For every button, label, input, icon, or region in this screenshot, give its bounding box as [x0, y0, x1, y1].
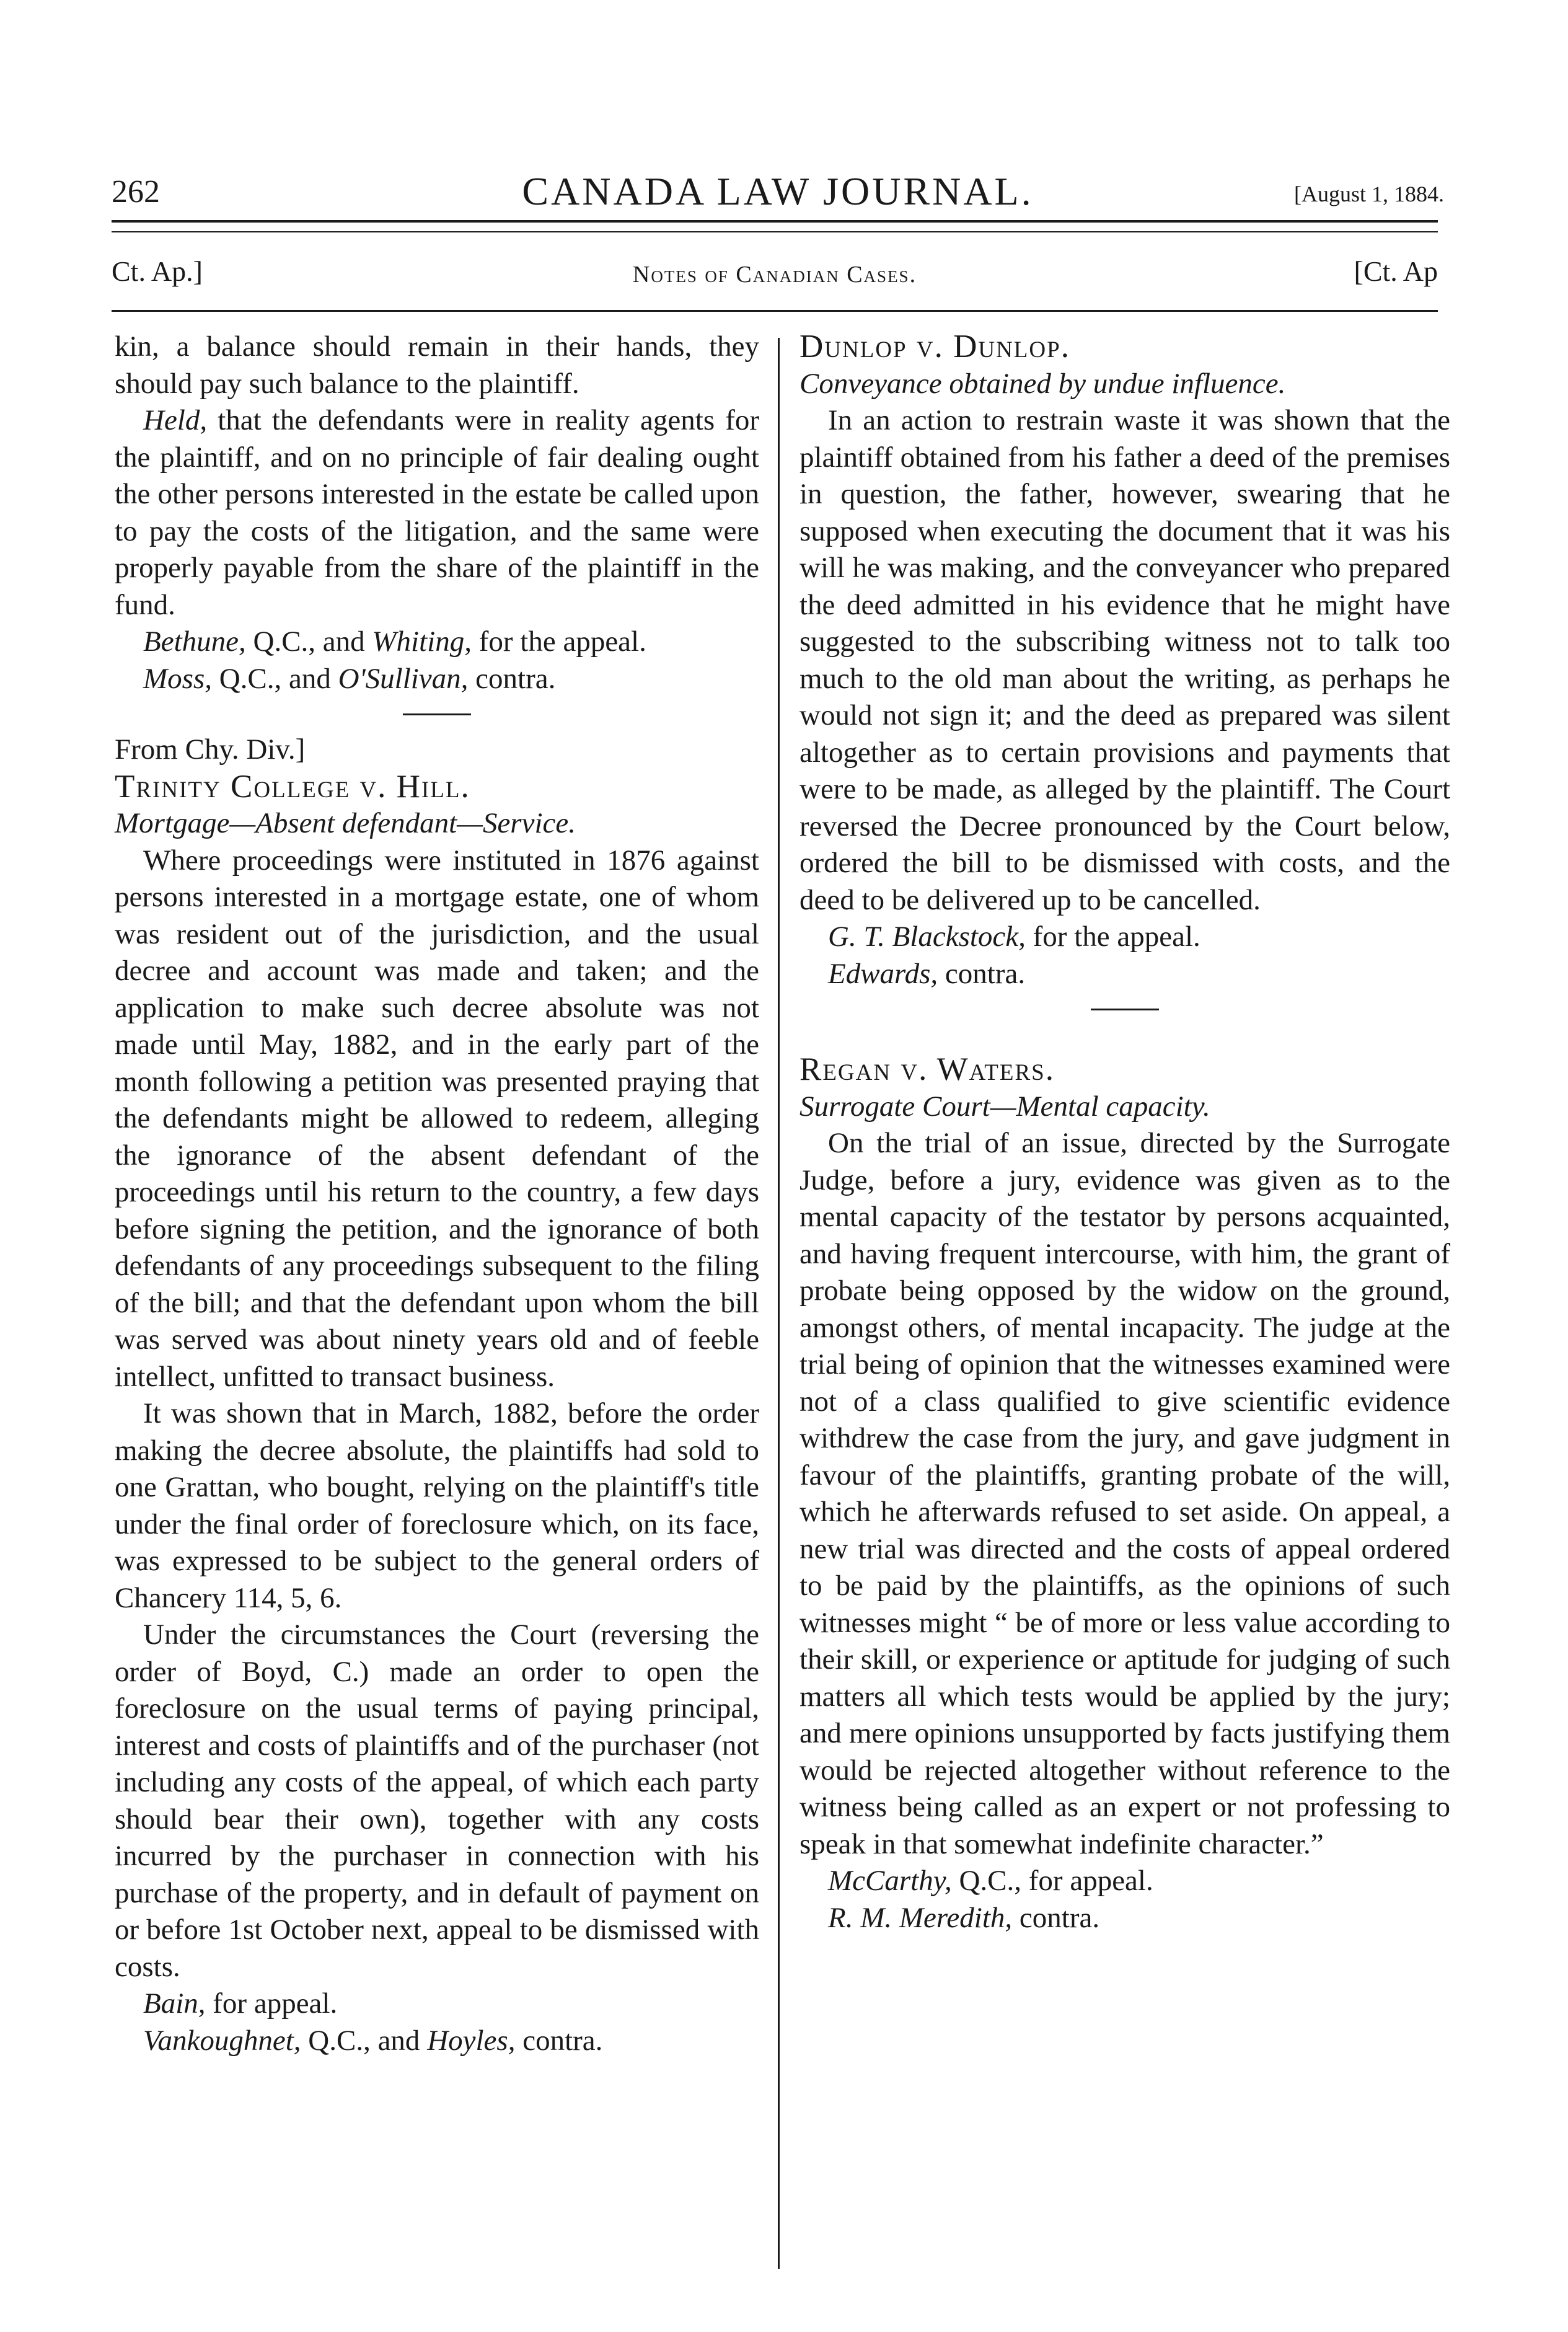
- case-subject: Mortgage—Absent defendant—Service.: [115, 807, 576, 839]
- counsel-name: Edwards,: [828, 957, 938, 990]
- running-head-left: Ct. Ap.]: [112, 255, 203, 287]
- counsel-text: for the appeal.: [1025, 921, 1200, 953]
- counsel-name: Hoyles,: [427, 2024, 516, 2057]
- case-title: Regan v. Waters.: [799, 1051, 1055, 1087]
- counsel-name: O'Sullivan,: [338, 662, 469, 695]
- counsel-line: [799, 919, 1450, 956]
- counsel-line: [115, 1985, 759, 2023]
- continuation-paragraph: kin, a balance should remain in their hands, they should pay such balance to the plaintiff.: [115, 330, 759, 400]
- held-paragraph: [115, 402, 759, 624]
- case-paragraph: Where proceedings were instituted in 1876 against persons interested in a mortgage estate, one of whom was resident out of the jurisdiction, and the usual decree and account was made and taken; and the application to make such decree absolute was not made until May, 1882, and in the early part of the month following a petition was presented praying that the defendants might be allowed to redeem, alleging the ignorance of the absent defendant of the proceedings until his return to the country, a few days before signing the petition, and the ignorance of both defendants of any proceedings subsequent to the filing of the bill; and that the defendant upon whom the bill was served was about ninety years old and of feeble intellect, unfitted to transact business.: [115, 844, 759, 1393]
- left-column: [115, 329, 759, 2059]
- counsel-line: [799, 956, 1450, 993]
- case-subject: Conveyance obtained by undue influence.: [799, 367, 1286, 400]
- held-text: that the defendants were in reality agents for the plaintiff, and on no principle of fair dealing ought the other persons interested in the estate be called upon to pay the costs of the litigation, and the same were properly payable from the share of the plaintiff in the fund.: [115, 404, 759, 621]
- counsel-text: for appeal.: [205, 1987, 338, 2020]
- counsel-text: Q.C., and: [245, 625, 372, 658]
- column-divider: [778, 338, 780, 2269]
- header-double-rule: [112, 220, 1438, 232]
- counsel-name: R. M. Meredith,: [828, 1901, 1013, 1934]
- counsel-name: Vankoughnet,: [143, 2024, 301, 2057]
- case-paragraph: Under the circumstances the Court (reversing the order of Boyd, C.) made an order to open the foreclosure on the usual terms of paying principal, interest and costs of plaintiffs and of the purchaser (not including any costs of the appeal, of which each party should bear their own), together with any costs incurred by the purchaser in connection with his purchase of the property, and in default of payment on or before 1st October next, appeal to be dismissed with costs.: [115, 1619, 759, 1983]
- counsel-line: [115, 2023, 759, 2060]
- counsel-text: contra.: [938, 957, 1026, 990]
- counsel-name: Bethune,: [143, 625, 246, 658]
- court-reference: From Chy. Div.]: [115, 733, 306, 766]
- counsel-name: Bain,: [143, 1987, 206, 2020]
- counsel-text: Q.C., and: [301, 2024, 428, 2057]
- counsel-line: [799, 1863, 1450, 1900]
- held-label: Held,: [143, 404, 208, 436]
- counsel-text: contra.: [1012, 1901, 1100, 1934]
- section-title: Notes of Canadian Cases.: [632, 262, 917, 288]
- page-header: [112, 155, 1444, 223]
- case-title: Dunlop v. Dunlop.: [799, 329, 1070, 364]
- counsel-text: Q.C., and: [211, 662, 338, 695]
- counsel-name: G. T. Blackstock,: [828, 921, 1026, 953]
- spacer: [799, 1027, 1450, 1051]
- issue-date: [August 1, 1884.: [1294, 182, 1444, 206]
- counsel-line: [799, 1900, 1450, 1937]
- right-column: [799, 329, 1450, 1937]
- case-separator: [403, 713, 471, 715]
- case-title: Trinity College v. Hill.: [115, 768, 470, 805]
- counsel-text: Q.C., for appeal.: [951, 1865, 1153, 1897]
- counsel-name: McCarthy,: [828, 1865, 952, 1897]
- case-separator: [1091, 1009, 1159, 1010]
- counsel-line: [115, 661, 759, 698]
- header-rule: [112, 310, 1438, 312]
- counsel-line: [115, 624, 759, 661]
- case-paragraph: On the trial of an issue, directed by the Surrogate Judge, before a jury, evidence was given as to the mental capacity of the testator by persons acquainted, and having frequent intercourse, with him, the grant of probate being opposed by the widow on the ground, amongst others, of mental incapacity. The judge at the trial being of opinion that the witnesses examined were not of a class qualified to give scientific evidence withdrew the case from the jury, and gave judgment in favour of the plaintiffs, granting probate of the will, which he afterwards refused to set aside. On appeal, a new trial was directed and the costs of appeal ordered to be paid by the plaintiffs, as the opinions of such witnesses might “ be of more or less value according to their skill, or experience or aptitude for judging of such matters all which tests would be applied by the jury; and mere opinions unsupported by facts justifying them would be rejected altogether without reference to the witness being called as an expert or not professing to speak in that somewhat indefinite character.”: [799, 1127, 1450, 1860]
- case-subject: Surrogate Court—Mental capacity.: [799, 1090, 1210, 1123]
- journal-title: CANADA LAW JOURNAL.: [522, 169, 1034, 213]
- running-head: [112, 251, 1438, 301]
- case-paragraph: It was shown that in March, 1882, before the order making the decree absolute, the plaintiffs had sold to one Grattan, who bought, relying on the plaintiff's title under the final order of foreclosure which, on its face, was expressed to be subject to the general orders of Chancery 114, 5, 6.: [115, 1397, 759, 1614]
- counsel-name: Whiting,: [372, 625, 472, 658]
- counsel-text: for the appeal.: [471, 625, 646, 658]
- counsel-name: Moss,: [143, 662, 212, 695]
- page-number: 262: [112, 174, 160, 210]
- running-head-right: [Ct. Ap: [1354, 255, 1438, 287]
- counsel-text: contra.: [468, 662, 556, 695]
- case-paragraph: In an action to restrain waste it was shown that the plaintiff obtained from his father a deed of the premises in question, the father, however, swearing that he supposed when executing the document that it was his will he was making, and the conveyancer who prepared the deed admitted in his evidence that he might have suggested to the subscribing witness not to talk too much to the old man about the writing, as perhaps he would not sign it; and the deed as prepared was silent altogether as to certain provisions and payments that were to be made, as alleged by the plaintiff. The Court reversed the Decree pronounced by the Court below, ordered the bill to be dismissed with costs, and the deed to be delivered up to be cancelled.: [799, 404, 1450, 916]
- counsel-text: contra.: [515, 2024, 603, 2057]
